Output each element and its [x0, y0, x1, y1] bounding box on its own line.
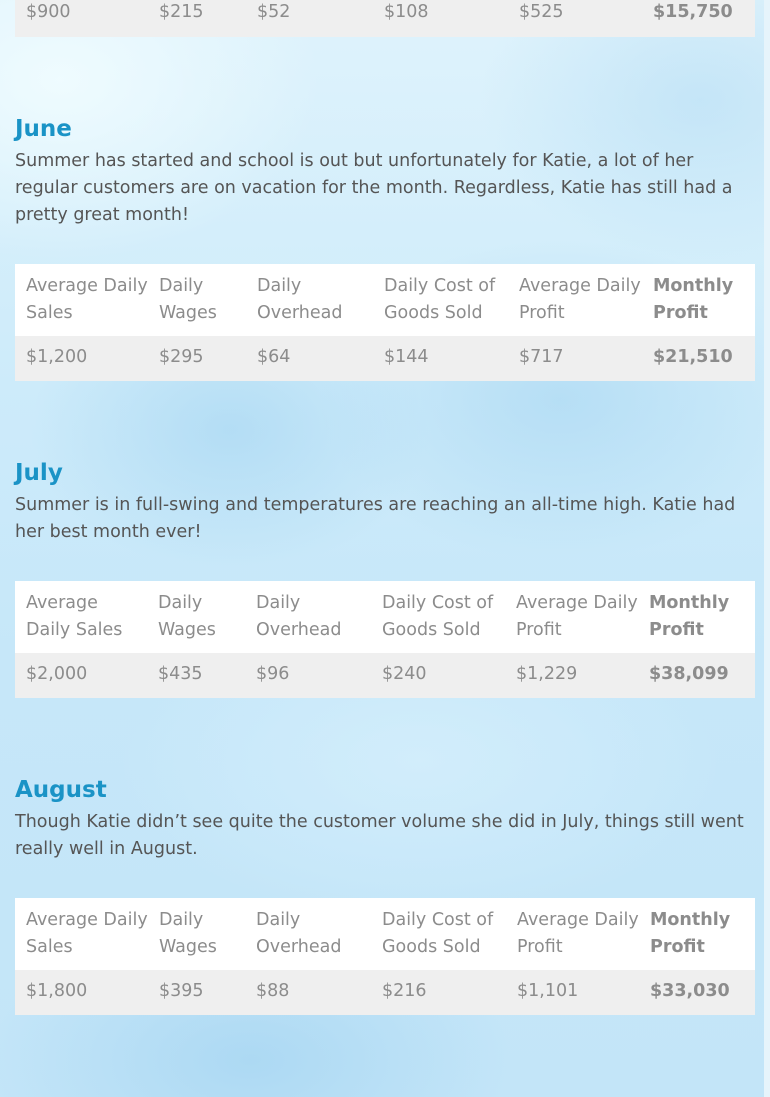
may-table: [15, 0, 755, 37]
col-header-daily-wages: Daily Wages: [158, 593, 216, 640]
july-description: Summer is in full-swing and temperatures are reaching an all-time high. Katie had her best month ever!: [15, 495, 736, 542]
august-description: Though Katie didn’t see quite the customer volume she did in July, things still went really well in August.: [15, 812, 744, 859]
col-header-avg-daily-sales: Average Daily Sales: [26, 593, 123, 640]
col-header-daily-wages: Daily Wages: [159, 910, 217, 957]
daily-wages-value: $435: [158, 664, 203, 684]
col-header-monthly-profit: Monthly Profit: [649, 593, 730, 640]
june-heading: June: [15, 116, 72, 142]
table-header-row: [15, 264, 755, 336]
col-header-daily-cogs: Daily Cost of Goods Sold: [382, 910, 494, 957]
col-header-monthly-profit: Monthly Profit: [653, 276, 734, 323]
table-row: [15, 0, 755, 37]
col-header-daily-cogs: Daily Cost of Goods Sold: [384, 276, 496, 323]
avg-daily-sales-value: $1,800: [26, 981, 88, 1001]
col-header-daily-overhead: Daily Overhead: [257, 276, 343, 323]
avg-daily-profit-value: $1,101: [517, 981, 579, 1001]
avg-daily-sales-value: $2,000: [26, 664, 88, 684]
table-row: [15, 970, 755, 1015]
june-description: Summer has started and school is out but unfortunately for Katie, a lot of her regular customers are on vacation for the month. Regardless, Katie has still had a pretty great month!: [15, 151, 733, 225]
col-header-avg-daily-profit: Average Daily Profit: [519, 276, 641, 323]
daily-cogs-value: $144: [384, 347, 429, 367]
daily-cogs-value: $240: [382, 664, 427, 684]
table-row: [15, 653, 755, 698]
table-header-row: [15, 898, 755, 970]
col-header-avg-daily-profit: Average Daily Profit: [516, 593, 638, 640]
col-header-avg-daily-sales: Average Daily Sales: [26, 910, 148, 957]
july-heading: July: [15, 460, 63, 486]
col-header-daily-wages: Daily Wages: [159, 276, 217, 323]
avg-daily-sales-value: $900: [26, 2, 71, 22]
august-section: [15, 775, 750, 863]
daily-wages-value: $295: [159, 347, 204, 367]
monthly-profit-value: $33,030: [650, 981, 730, 1001]
col-header-daily-overhead: Daily Overhead: [256, 593, 342, 640]
daily-overhead-value: $64: [257, 347, 291, 367]
table-row: [15, 336, 755, 381]
august-table: [15, 898, 755, 1015]
daily-cogs-value: $108: [384, 2, 429, 22]
avg-daily-profit-value: $525: [519, 2, 564, 22]
july-table: [15, 581, 755, 698]
july-section: [15, 458, 750, 546]
daily-overhead-value: $96: [256, 664, 290, 684]
col-header-daily-overhead: Daily Overhead: [256, 910, 342, 957]
august-heading: August: [15, 777, 107, 803]
col-header-monthly-profit: Monthly Profit: [650, 910, 731, 957]
daily-overhead-value: $52: [257, 2, 291, 22]
page-right-edge: [764, 0, 770, 1097]
col-header-avg-daily-profit: Average Daily Profit: [517, 910, 639, 957]
june-section: [15, 114, 750, 229]
avg-daily-profit-value: $717: [519, 347, 564, 367]
daily-wages-value: $395: [159, 981, 204, 1001]
monthly-profit-value: $15,750: [653, 2, 733, 22]
col-header-avg-daily-sales: Average Daily Sales: [26, 276, 148, 323]
daily-overhead-value: $88: [256, 981, 290, 1001]
table-header-row: [15, 581, 755, 653]
monthly-profit-value: $21,510: [653, 347, 733, 367]
monthly-profit-value: $38,099: [649, 664, 729, 684]
june-table: [15, 264, 755, 381]
daily-wages-value: $215: [159, 2, 204, 22]
daily-cogs-value: $216: [382, 981, 427, 1001]
avg-daily-sales-value: $1,200: [26, 347, 88, 367]
avg-daily-profit-value: $1,229: [516, 664, 578, 684]
col-header-daily-cogs: Daily Cost of Goods Sold: [382, 593, 494, 640]
